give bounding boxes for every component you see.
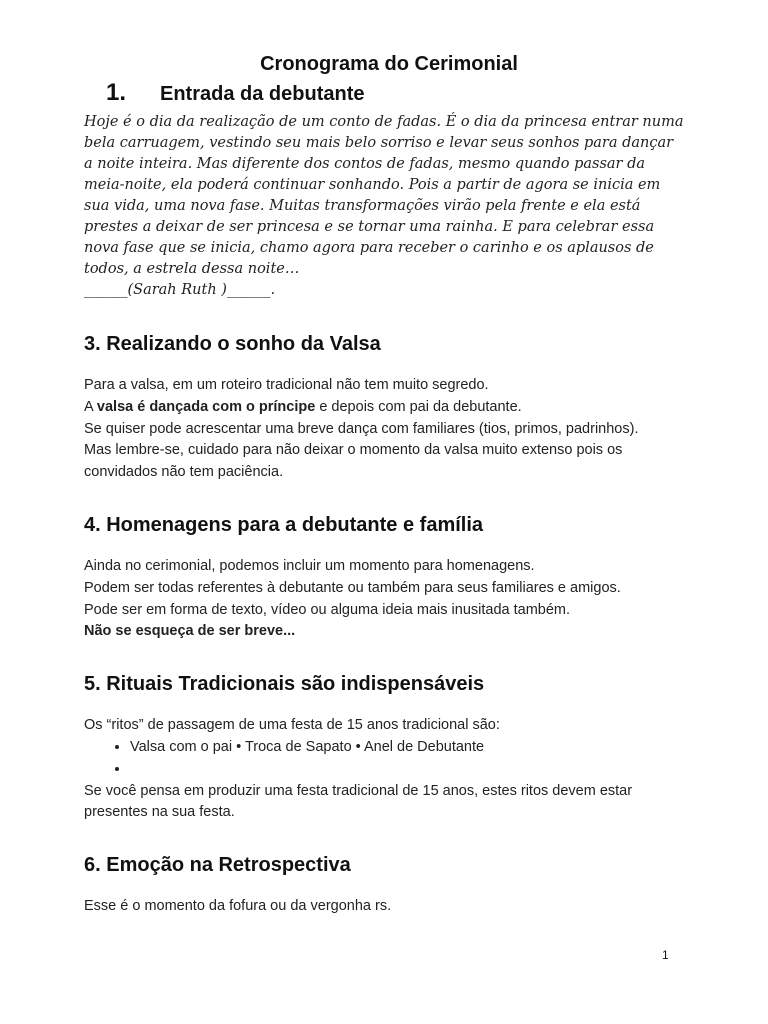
section-5-heading: 5. Rituais Tradicionais são indispensáveis: [84, 673, 485, 696]
section-5-line-2: Se você pensa em produzir uma festa tradicional de 15 anos, estes ritos devem estar presentes na sua festa.: [84, 782, 633, 821]
document-page: [84, 50, 684, 918]
section-1-heading: [84, 78, 684, 108]
section-3-line-3: Se quiser pode acrescentar uma breve dança com familiares (tios, primos, padrinhos).: [84, 420, 639, 437]
text-run: e depois com pai da debutante.: [315, 398, 522, 415]
section-6-heading: 6. Emoção na Retrospectiva: [84, 854, 351, 877]
document-title: Cronograma do Cerimonial: [260, 53, 518, 75]
section-1-text: Hoje é o dia da realização de um conto de fadas. É o dia da princesa entrar numa bela carruagem, vestindo seu mais belo sorriso e levar seus sonhos para dançar a noite inteira. Mas diferente dos contos de fadas, mesmo quando passar da meia-noite, ela poderá continuar sonhando. Pois a partir de agora se inicia em sua vida, uma nova fase. Muitas transformações virão pela frente e ela está prestes a deixar de ser princesa e se tornar uma rainha. E para celebrar essa nova fase que se inicia, chamo agora para receber o carinho e os aplausos de todos, a estrela dessa noite…: [84, 114, 684, 277]
page-number: 1: [662, 948, 669, 962]
text-run: A: [84, 398, 97, 415]
section-4-line-4: [84, 621, 684, 643]
section-4-line-3: Pode ser em forma de texto, vídeo ou alguma ideia mais inusitada também.: [84, 601, 571, 618]
section-5: [84, 671, 684, 824]
bold-text: valsa é dançada com o príncipe: [96, 398, 316, 415]
section-1-title: Entrada da debutante: [160, 83, 365, 105]
bold-text: Não se esqueça de ser breve...: [84, 623, 296, 640]
list-item: [130, 759, 684, 781]
section-6: [84, 852, 684, 918]
section-4: [84, 512, 684, 643]
list-item: • Valsa com o pai • Troca de Sapato • Anel de Debutante: [130, 737, 684, 759]
section-3-heading: 3. Realizando o sonho da Valsa: [84, 333, 381, 355]
section-1-number: 1.: [106, 79, 127, 106]
section-6-line-1: Esse é o momento da fofura ou da vergonha rs.: [84, 898, 392, 915]
section-1-signature: ______(Sarah Ruth )______.: [84, 282, 276, 298]
section-3-line-4: Mas lembre-se, cuidado para não deixar o momento da valsa muito extenso pois os convidados não tem paciência.: [84, 442, 623, 481]
section-5-line-1: Os “ritos” de passagem de uma festa de 15 anos tradicional são:: [84, 717, 500, 734]
section-4-line-2: Podem ser todas referentes à debutante ou também para seus familiares e amigos.: [84, 579, 621, 596]
rituals-list: [84, 737, 684, 781]
section-3-line-1: Para a valsa, em um roteiro tradicional não tem muito segredo.: [84, 377, 489, 393]
section-3-line-2: [84, 397, 684, 419]
section-4-heading: 4. Homenagens para a debutante e família: [84, 513, 484, 536]
section-3: [84, 331, 684, 484]
section-4-line-1: Ainda no cerimonial, podemos incluir um momento para homenagens.: [84, 557, 535, 574]
